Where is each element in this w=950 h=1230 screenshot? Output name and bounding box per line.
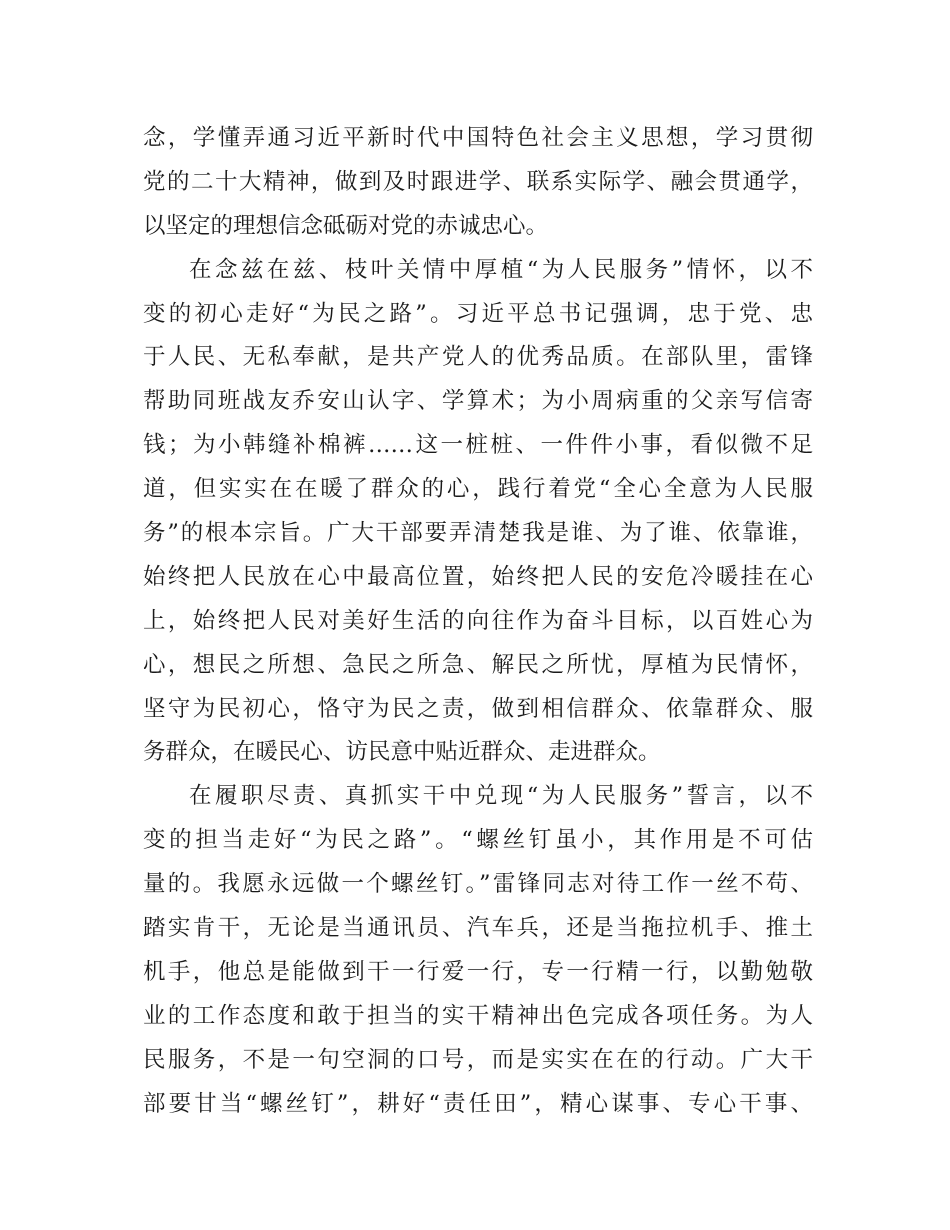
- text-line: 党的二十大精神，做到及时跟进学、联系实际学、融会贯通学，: [143, 168, 813, 195]
- text-line: 帮助同班战友乔安山认字、学算术；为小周病重的父亲写信寄: [143, 388, 813, 415]
- paragraph-first-line: 在履职尽责、真抓实干中兑现“为人民服务”誓言，以不: [189, 783, 813, 810]
- text-line: 变的担当走好“为民之路”。“螺丝钉虽小，其作用是不可估: [143, 827, 813, 854]
- text-line: 于人民、无私奉献，是共产党人的优秀品质。在部队里，雷锋: [143, 344, 813, 371]
- text-line: 量的。我愿永远做一个螺丝钉。”雷锋同志对待工作一丝不苟、: [143, 871, 813, 898]
- text-line: 务群众，在暖民心、访民意中贴近群众、走进群众。: [143, 739, 661, 766]
- text-line: 部要甘当“螺丝钉”，耕好“责任田”，精心谋事、专心干事、: [143, 1090, 813, 1117]
- paragraph-first-line: 在念兹在兹、枝叶关情中厚植“为人民服务”情怀，以不: [189, 256, 813, 283]
- text-line: 务”的根本宗旨。广大干部要弄清楚我是谁、为了谁、依靠谁，: [143, 520, 813, 547]
- text-line: 以坚定的理想信念砥砺对党的赤诚忠心。: [143, 212, 549, 239]
- text-line: 念，学懂弄通习近平新时代中国特色社会主义思想，学习贯彻: [143, 125, 813, 151]
- body-text: [143, 117, 813, 1126]
- text-line: 机手，他总是能做到干一行爱一行，专一行精一行，以勤勉敬: [143, 958, 813, 985]
- text-line: 道，但实实在在暖了群众的心，践行着党“全心全意为人民服: [143, 476, 813, 503]
- text-line: 业的工作态度和敢于担当的实干精神出色完成各项任务。为人: [143, 1002, 813, 1029]
- text-line: 踏实肯干，无论是当通讯员、汽车兵，还是当拖拉机手、推土: [143, 915, 813, 942]
- text-line: 民服务，不是一句空洞的口号，而是实实在在的行动。广大干: [143, 1046, 813, 1073]
- text-line: 钱；为小韩缝补棉裤……这一桩桩、一件件小事，看似微不足: [143, 432, 813, 459]
- text-line: 变的初心走好“为民之路”。习近平总书记强调，忠于党、忠: [143, 300, 813, 327]
- text-line: 上，始终把人民对美好生活的向往作为奋斗目标，以百姓心为: [143, 607, 813, 634]
- text-line: 心，想民之所想、急民之所急、解民之所忧，厚植为民情怀，: [143, 651, 813, 678]
- text-line: 坚守为民初心，恪守为民之责，做到相信群众、依靠群众、服: [143, 695, 813, 722]
- text-line: 始终把人民放在心中最高位置，始终把人民的安危冷暖挂在心: [143, 563, 813, 590]
